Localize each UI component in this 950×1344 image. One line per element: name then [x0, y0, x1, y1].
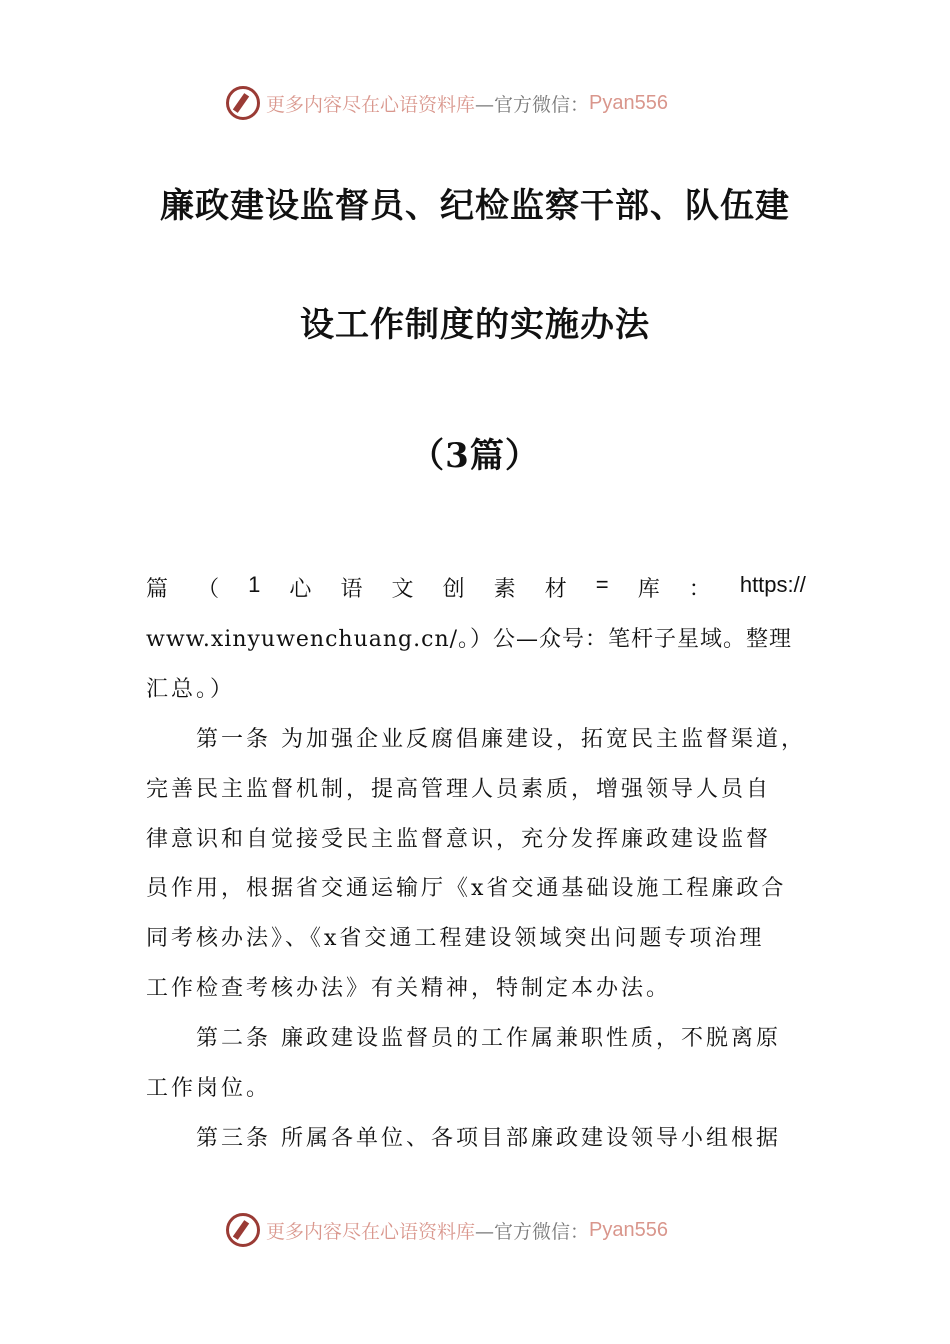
header-watermark [226, 83, 668, 123]
source-url-part: https:// [739, 572, 806, 597]
body-line: 员作用，根据省交通运输厅《x省交通基础设施工程廉政合 [146, 876, 787, 901]
pen-logo-icon [226, 86, 260, 120]
title-line-3: （3篇） [410, 436, 540, 476]
body-line: 工作岗位。 [146, 1076, 272, 1101]
body-line: 律意识和自觉接受民主监督意识，充分发挥廉政建设监督 [146, 827, 772, 852]
body-line: 第二条 廉政建设监督员的工作属兼职性质，不脱离原 [146, 1026, 781, 1051]
char: 库 [637, 577, 660, 602]
char: （ [197, 577, 220, 602]
watermark-wechat-label: —官方微信： [475, 1220, 590, 1243]
char: 1 [248, 572, 261, 597]
title-line-1: 廉政建设监督员、纪检监察干部、队伍建 [160, 186, 790, 226]
watermark-text: 更多内容尽在心语资料库 [266, 93, 476, 116]
title-line-2: 设工作制度的实施办法 [300, 305, 650, 345]
char: 语 [340, 577, 363, 602]
char: 素 [493, 577, 516, 602]
body-line: 完善民主监督机制，提高管理人员素质，增强领导人员自 [146, 777, 772, 802]
char: 材 [544, 577, 567, 602]
body-line: 第一条 为加强企业反腐倡廉建设，拓宽民主监督渠道， [146, 727, 806, 752]
char: 篇 [146, 577, 169, 602]
char: 创 [442, 577, 465, 602]
watermark-wechat-label: —官方微信： [475, 93, 590, 116]
intro-line-3: 汇总。） [146, 677, 236, 702]
char: = [595, 572, 609, 597]
char: 心 [289, 577, 312, 602]
body-line: 工作检查考核办法》有关精神，特制定本办法。 [146, 976, 672, 1001]
footer-watermark [226, 1210, 668, 1250]
watermark-text: 更多内容尽在心语资料库 [266, 1220, 476, 1243]
body-line: 第三条 所属各单位、各项目部廉政建设领导小组根据 [146, 1126, 781, 1151]
intro-line-1 [146, 572, 806, 603]
char: ： [688, 577, 711, 602]
watermark-wechat-id: Pyan556 [589, 1218, 668, 1241]
pen-logo-icon [226, 1213, 260, 1247]
char: 文 [391, 577, 414, 602]
watermark-wechat-id: Pyan556 [589, 91, 668, 114]
intro-line-2: www.xinyuwenchuang.cn/。）公—众号：笔杆子星域。整理 [146, 627, 793, 652]
body-line: 同考核办法》、《x省交通工程建设领域突出问题专项治理 [146, 926, 765, 951]
